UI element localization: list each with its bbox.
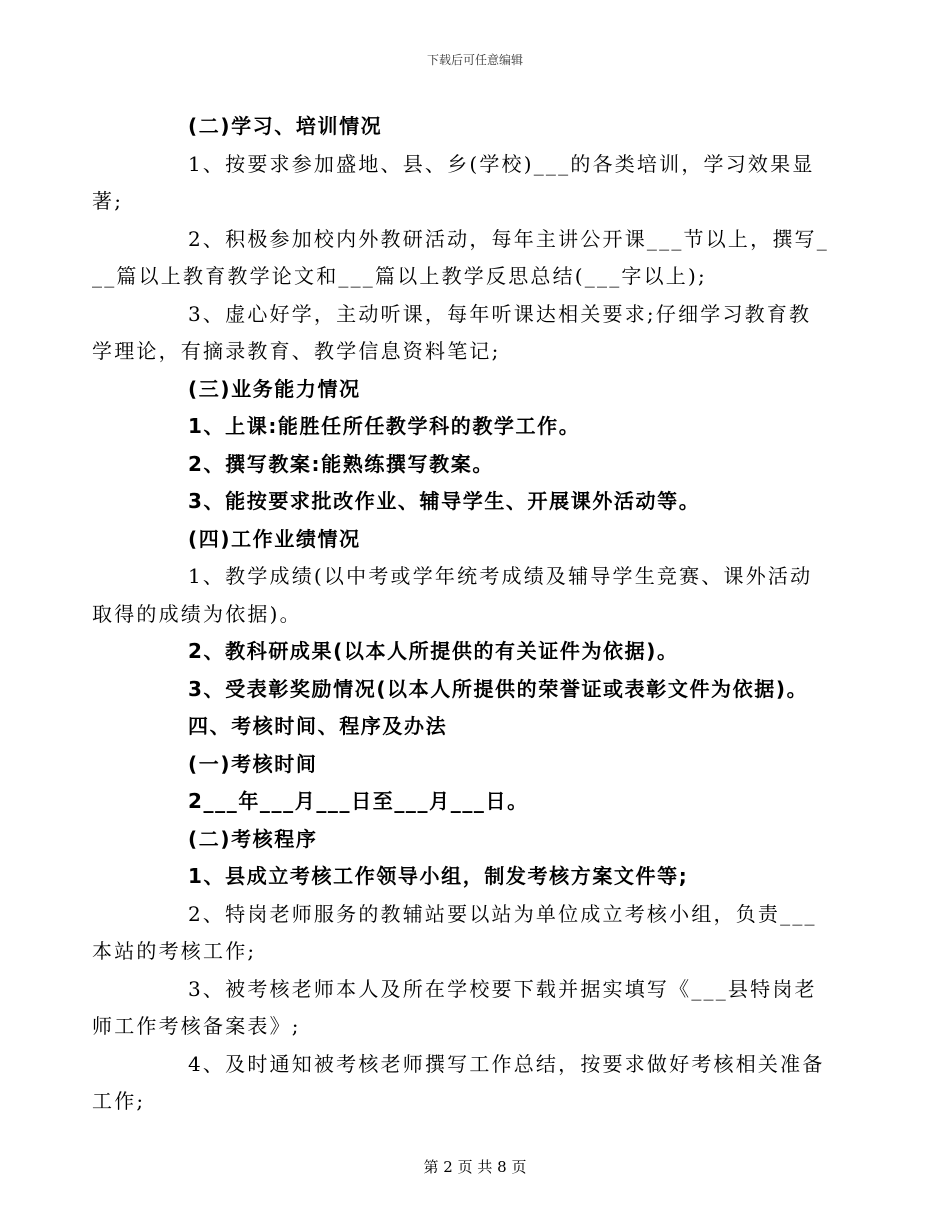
paragraph-line: 1、教学成绩(以中考或学年统考成绩及辅导学生竞赛、课外活动 xyxy=(188,564,813,588)
paragraph xyxy=(140,783,810,821)
paragraph-line: 著; xyxy=(92,189,124,213)
paragraph-line: 师工作考核备案表》; xyxy=(92,1014,301,1038)
paragraph xyxy=(140,671,810,709)
paragraph-line: 本站的考核工作; xyxy=(92,939,257,963)
paragraph-line: 学理论，有摘录教育、教学信息资料笔记; xyxy=(92,339,501,363)
paragraph xyxy=(140,483,810,521)
paragraph xyxy=(92,971,817,1046)
paragraph-line: __篇以上教育教学论文和___篇以上教学反思总结(___字以上); xyxy=(92,264,707,288)
paragraph xyxy=(140,521,810,559)
paragraph-line: 4、及时通知被考核老师撰写工作总结，按要求做好考核相关准备 xyxy=(188,1051,825,1076)
paragraph xyxy=(92,558,813,633)
paragraph xyxy=(140,746,810,784)
paragraph-line: (二)考核程序 xyxy=(188,826,318,851)
paragraph xyxy=(92,1046,825,1121)
paragraph-line: (二)学习、培训情况 xyxy=(188,114,383,138)
document-body xyxy=(92,108,829,1121)
paragraph-line: 3、被考核老师本人及所在学校要下载并据实填写《___县特岗老 xyxy=(188,976,817,1001)
paragraph xyxy=(140,371,810,409)
paragraph-line: 2、撰写教案:能熟练撰写教案。 xyxy=(188,451,494,476)
page-number: 第 2 页 共 8 页 xyxy=(423,1158,527,1176)
paragraph-line: 3、受表彰奖励情况(以本人所提供的荣誉证或表彰文件为依据)。 xyxy=(188,676,809,701)
paragraph-line: (一)考核时间 xyxy=(188,751,318,776)
paragraph-line: 取得的成绩为依据)。 xyxy=(92,601,302,626)
paragraph xyxy=(140,821,810,859)
page-header: 下载后可任意编辑 xyxy=(426,53,523,67)
paragraph xyxy=(92,146,815,221)
paragraph-line: 2、教科研成果(以本人所提供的有关证件为依据)。 xyxy=(188,639,679,663)
paragraph xyxy=(140,408,810,446)
paragraph xyxy=(92,296,812,371)
paragraph-line: 1、按要求参加盛地、县、乡(学校)___的各类培训，学习效果显 xyxy=(188,151,815,176)
paragraph-line: 1、县成立考核工作领导小组，制发考核方案文件等; xyxy=(188,864,689,888)
paragraph-line: 2___年___月___日至___月___日。 xyxy=(188,789,529,813)
paragraph-line: 2、积极参加校内外教研活动，每年主讲公开课___节以上，撰写_ xyxy=(188,226,829,251)
paragraph xyxy=(140,858,810,896)
paragraph-line: 2、特岗老师服务的教辅站要以站为单位成立考核小组，负责___ xyxy=(188,901,817,926)
paragraph-line: (四)工作业绩情况 xyxy=(188,526,361,551)
paragraph-line: 3、能按要求批改作业、辅导学生、开展课外活动等。 xyxy=(188,489,701,513)
paragraph-line: 工作; xyxy=(92,1089,146,1113)
paragraph xyxy=(140,446,810,484)
paragraph xyxy=(140,108,810,146)
paragraph-line: (三)业务能力情况 xyxy=(188,376,361,401)
paragraph xyxy=(92,896,817,971)
paragraph xyxy=(140,708,810,746)
paragraph xyxy=(92,221,829,296)
paragraph-line: 3、虚心好学，主动听课，每年听课达相关要求;仔细学习教育教 xyxy=(188,301,812,326)
paragraph xyxy=(140,633,810,671)
paragraph-line: 四、考核时间、程序及办法 xyxy=(188,714,448,738)
paragraph-line: 1、上课:能胜任所任教学科的教学工作。 xyxy=(188,414,581,438)
